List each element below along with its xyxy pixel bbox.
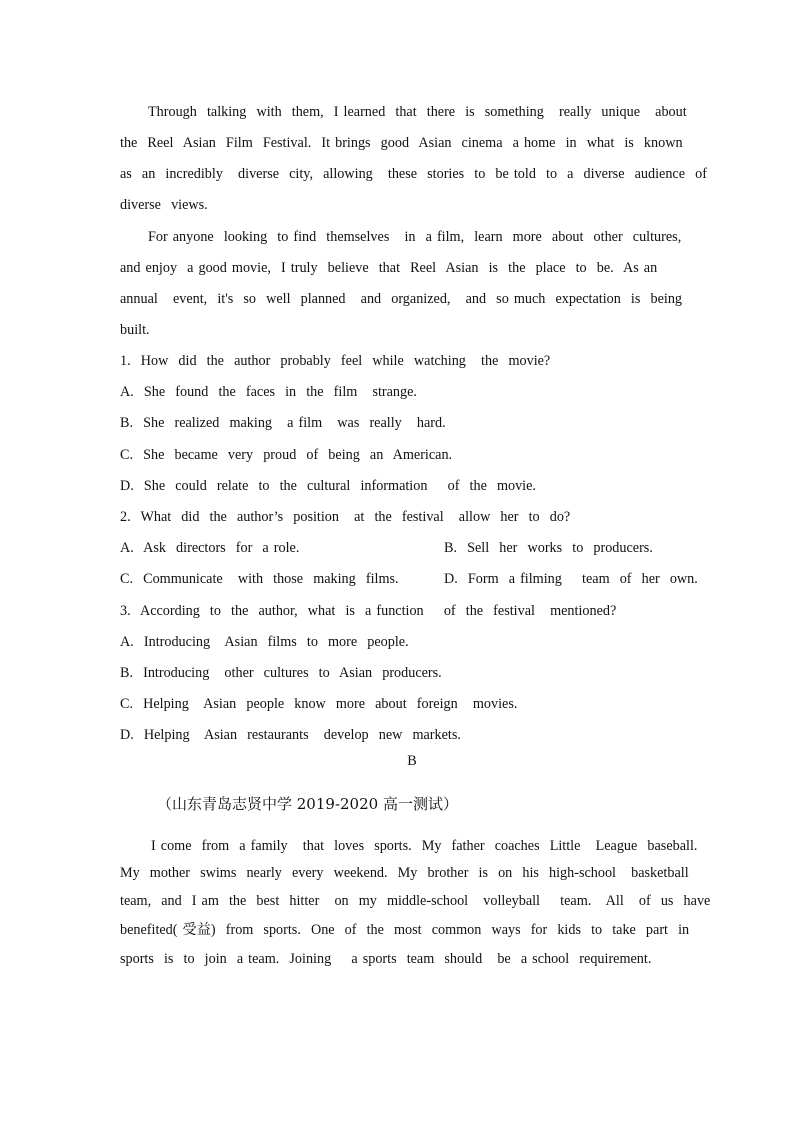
passage-a-p1-line3: as an incredibly diverse city, allowing these stories to be told to a diverse audience of bbox=[120, 166, 707, 182]
question-2-option-a: A. Ask directors for a role. bbox=[120, 540, 300, 556]
section-b-line1: I come from a family that loves sports. My father coaches Little League baseball. bbox=[151, 838, 698, 854]
passage-a-p2-line4: built. bbox=[120, 322, 150, 338]
passage-a-p1-line1: Through talking with them, I learned that there is something really unique about bbox=[148, 104, 687, 120]
section-b-line5: sports is to join a team. Joining a sports team should be a school requirement. bbox=[120, 951, 652, 967]
section-b-line4: benefited( 受益) from sports. One of the most common ways for kids to take part in bbox=[120, 922, 690, 938]
question-3-option-b: B. Introducing other cultures to Asian producers. bbox=[120, 665, 442, 681]
question-2-stem: 2. What did the author’s position at the festival allow her to do? bbox=[120, 509, 571, 525]
question-1-option-d: D. She could relate to the cultural information of the movie. bbox=[120, 478, 536, 494]
passage-a-p2-line3: annual event, it's so well planned and organized, and so much expectation is being bbox=[120, 291, 683, 307]
question-1-option-b: B. She realized making a film was really hard. bbox=[120, 415, 446, 431]
passage-a-p2-line1: For anyone looking to find themselves in a film, learn more about other cultures, bbox=[148, 229, 682, 245]
question-3-option-d: D. Helping Asian restaurants develop new markets. bbox=[120, 727, 461, 743]
question-2-option-d: D. Form a filming team of her own. bbox=[444, 571, 698, 587]
question-3-stem: 3. According to the author, what is a function of the festival mentioned? bbox=[120, 603, 617, 619]
question-1-option-c: C. She became very proud of being an American. bbox=[120, 447, 453, 463]
section-b-heading: B bbox=[407, 753, 417, 769]
question-3-option-a: A. Introducing Asian films to more people. bbox=[120, 634, 409, 650]
question-2-option-c: C. Communicate with those making films. bbox=[120, 571, 399, 587]
question-2-option-b: B. Sell her works to producers. bbox=[444, 540, 653, 556]
section-b-line2: My mother swims nearly every weekend. My brother is on his high-school basketball bbox=[120, 865, 689, 881]
passage-a-p2-line2: and enjoy a good movie, I truly believe that Reel Asian is the place to be. As an bbox=[120, 260, 658, 276]
passage-a-p1-line4: diverse views. bbox=[120, 197, 208, 213]
passage-a-p1-line2: the Reel Asian Film Festival. It brings good Asian cinema a home in what is known bbox=[120, 135, 683, 151]
question-3-option-c: C. Helping Asian people know more about foreign movies. bbox=[120, 696, 518, 712]
section-b-line3: team, and I am the best hitter on my middle-school volleyball team. All of us have bbox=[120, 893, 711, 909]
question-1-option-a: A. She found the faces in the film strange. bbox=[120, 384, 417, 400]
question-1-stem: 1. How did the author probably feel while watching the movie? bbox=[120, 353, 551, 369]
section-b-source: （山东青岛志贤中学 2019-2020 高一测试） bbox=[157, 795, 458, 813]
